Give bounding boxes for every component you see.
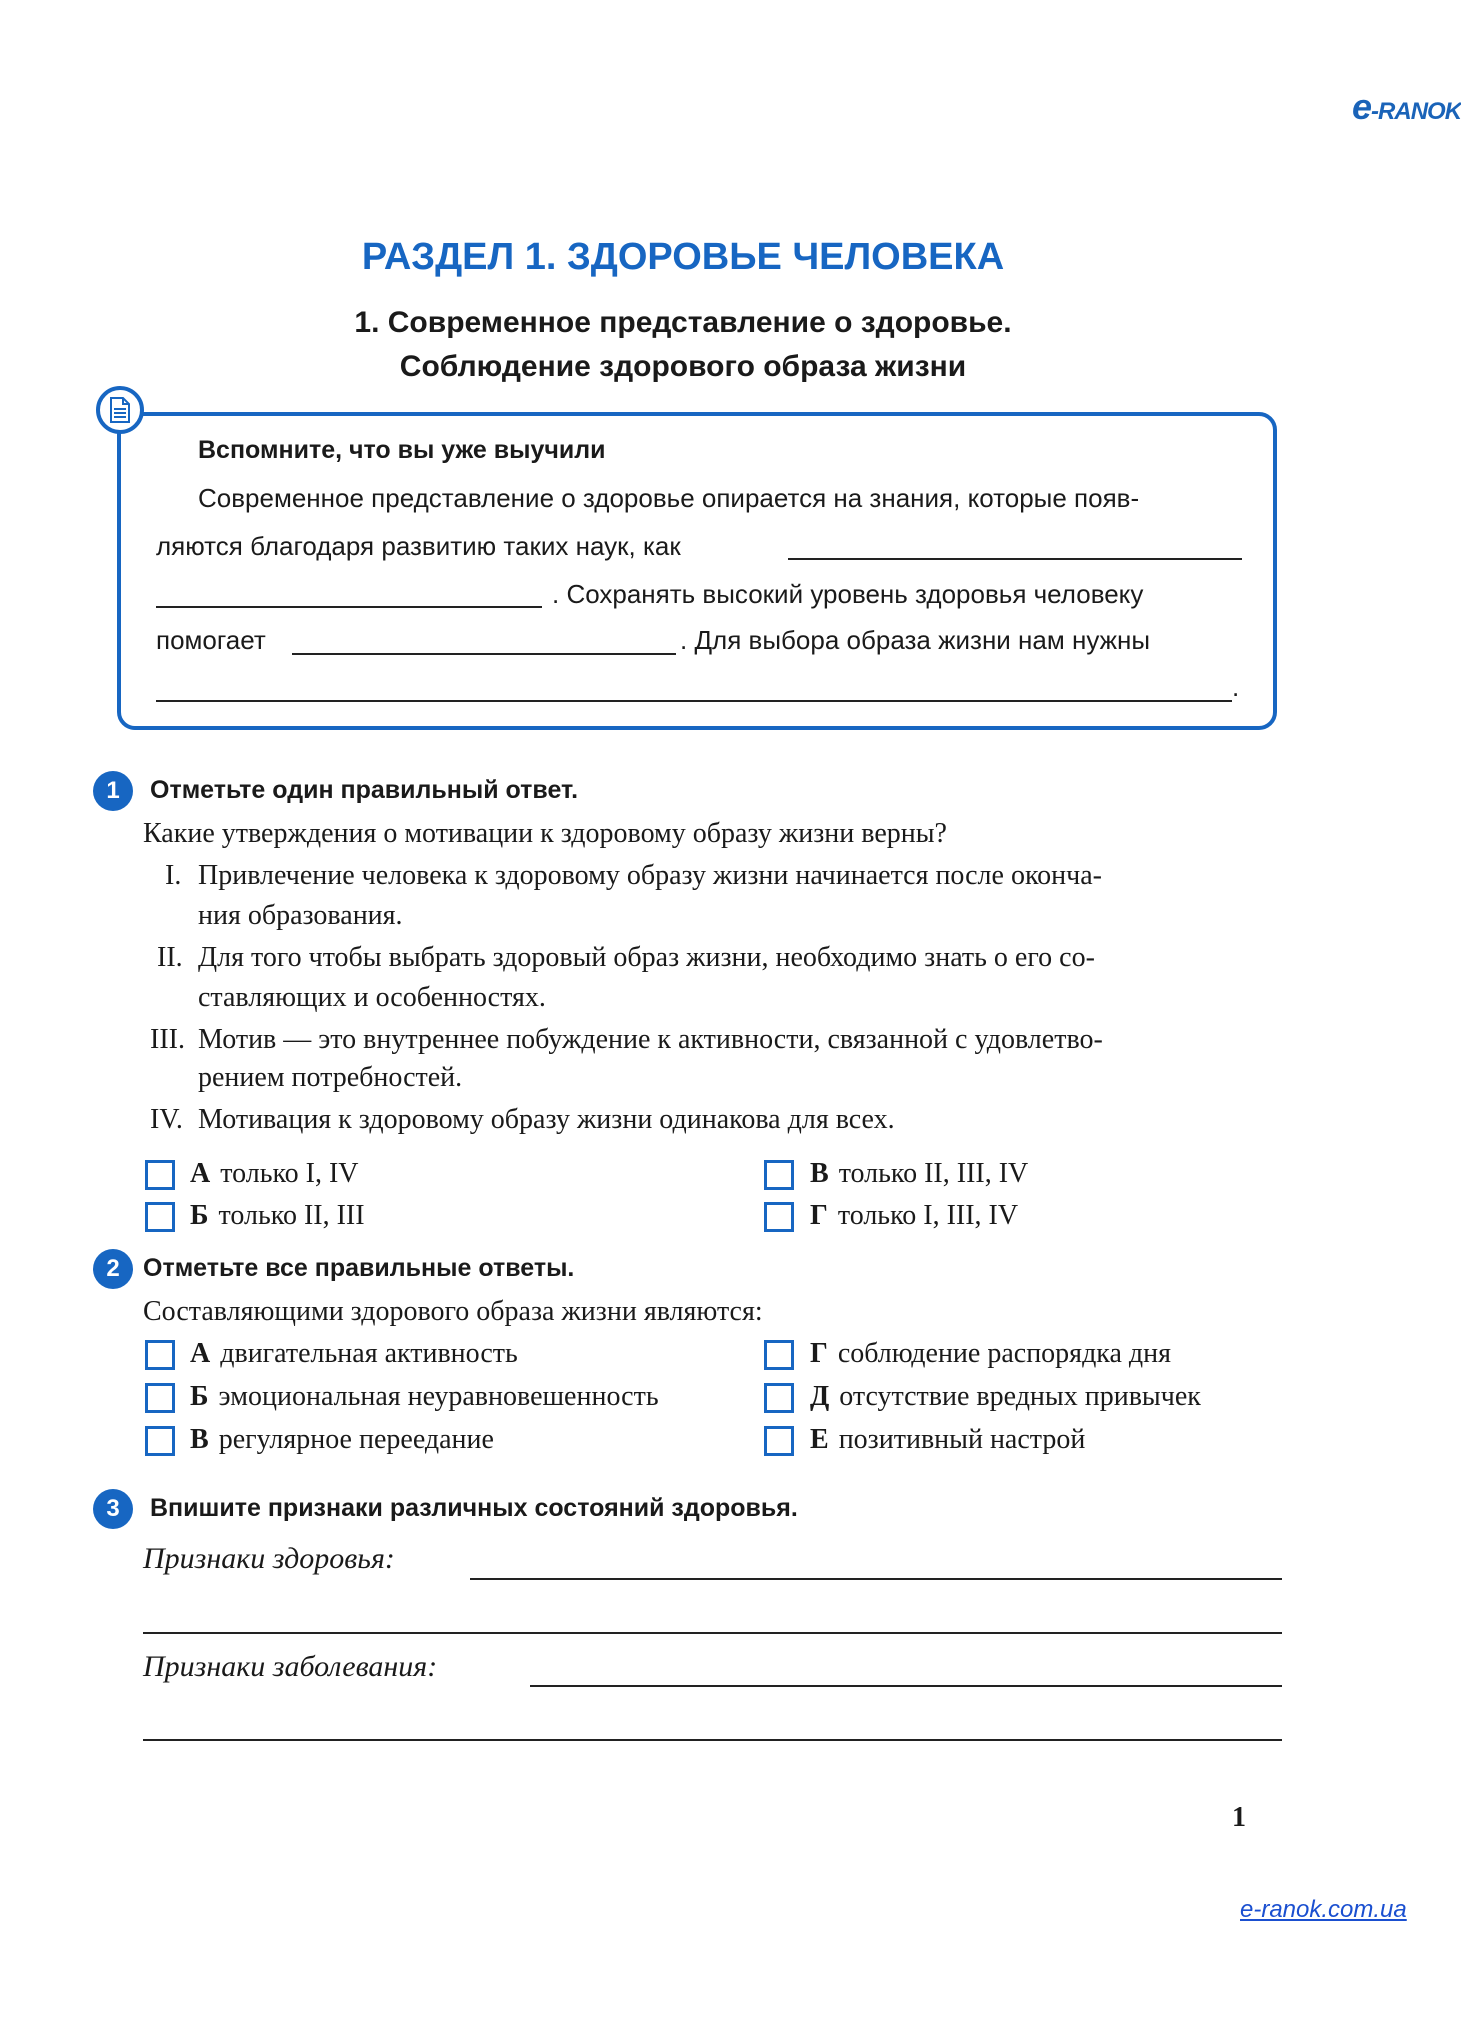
question-2-number: 2 (93, 1249, 133, 1289)
answer-checkbox-b[interactable] (145, 1383, 175, 1413)
statement-text: Мотивация к здоровому образу жизни одинакова для всех. (198, 1104, 895, 1135)
statement-numeral: I. (165, 860, 182, 891)
answer-checkbox-a[interactable] (145, 1340, 175, 1370)
statement-text: Мотив — это внутреннее побуждение к активности, связанной с удовлетво- (198, 1024, 1103, 1055)
answer-option-g: Г только I, III, IV (810, 1200, 1019, 1231)
lesson-title-line-1: 1. Современное представление о здоровье. (354, 306, 1012, 339)
answer-option-b: Б эмоциональная неуравновешенность (190, 1381, 659, 1412)
question-2-stem: Составляющими здорового образа жизни являются: (143, 1296, 763, 1327)
statement-text: Привлечение человека к здоровому образу жизни начинается после оконча- (198, 860, 1102, 891)
answer-option-b: Б только II, III (190, 1200, 365, 1231)
recall-line-end: . (1232, 672, 1240, 702)
answer-option-v: В регулярное переедание (190, 1424, 494, 1455)
answer-checkbox-v[interactable] (764, 1160, 794, 1190)
answer-option-e: Е позитивный настрой (810, 1424, 1086, 1455)
recall-text-line-2: ляются благодаря развитию таких наук, как (156, 531, 681, 561)
recall-text-line-1: Современное представление о здоровье опирается на знания, которые появ- (198, 483, 1140, 513)
section-title: РАЗДЕЛ 1. ЗДОРОВЬЕ ЧЕЛОВЕКА (361, 236, 1005, 278)
answer-option-a: А двигательная активность (190, 1338, 518, 1369)
question-2-instruction: Отметьте все правильные ответы. (143, 1254, 575, 1282)
disease-signs-label: Признаки заболевания: (143, 1650, 438, 1683)
health-signs-label: Признаки здоровья: (143, 1542, 395, 1575)
question-3-number: 3 (93, 1489, 133, 1529)
recall-text-line-4a: помогает (156, 625, 266, 655)
brand-logo: e-RANOK (1352, 86, 1461, 127)
answer-checkbox-g[interactable] (764, 1202, 794, 1232)
recall-text-line-3: . Сохранять высокий уровень здоровья человеку (552, 579, 1144, 609)
question-3-instruction: Впишите признаки различных состояний здоровья. (150, 1494, 798, 1522)
statement-text: ния образования. (198, 900, 403, 931)
statement-text: Для того чтобы выбрать здоровый образ жизни, необходимо знать о его со- (198, 942, 1095, 973)
recall-blank-3[interactable] (292, 653, 676, 655)
answer-option-a: А только I, IV (190, 1158, 359, 1189)
recall-blank-1[interactable] (788, 558, 1242, 560)
recall-blank-2[interactable] (156, 606, 542, 608)
recall-text-line-4b: . Для выбора образа жизни нам нужны (680, 625, 1151, 655)
lesson-title-line-2: Соблюдение здорового образа жизни (399, 350, 967, 383)
answer-checkbox-g[interactable] (764, 1340, 794, 1370)
health-signs-input-line-2[interactable] (143, 1632, 1282, 1634)
page-number: 1 (1232, 1802, 1246, 1833)
statement-numeral: II. (157, 942, 183, 973)
recall-heading: Вспомните, что вы уже выучили (198, 436, 606, 464)
recall-blank-4[interactable] (156, 700, 1232, 702)
answer-option-d: Д отсутствие вредных привычек (810, 1381, 1201, 1412)
answer-checkbox-d[interactable] (764, 1383, 794, 1413)
disease-signs-input-line-2[interactable] (143, 1739, 1282, 1741)
document-icon (96, 386, 144, 434)
statement-text: ставляющих и особенностях. (198, 982, 546, 1013)
answer-option-v: В только II, III, IV (810, 1158, 1029, 1189)
question-1-number: 1 (93, 771, 133, 811)
question-1-instruction: Отметьте один правильный ответ. (150, 776, 579, 804)
answer-option-g: Г соблюдение распорядка дня (810, 1338, 1172, 1369)
footer-link[interactable]: e-ranok.com.ua (1240, 1896, 1407, 1923)
statement-numeral: III. (150, 1024, 185, 1055)
answer-checkbox-a[interactable] (145, 1160, 175, 1190)
statement-numeral: IV. (150, 1104, 183, 1135)
answer-checkbox-v[interactable] (145, 1426, 175, 1456)
disease-signs-input[interactable] (530, 1685, 1282, 1687)
answer-checkbox-b[interactable] (145, 1202, 175, 1232)
statement-text: рением потребностей. (198, 1062, 463, 1093)
health-signs-input[interactable] (470, 1578, 1282, 1580)
question-1-stem: Какие утверждения о мотивации к здоровому образу жизни верны? (143, 818, 947, 849)
answer-checkbox-e[interactable] (764, 1426, 794, 1456)
